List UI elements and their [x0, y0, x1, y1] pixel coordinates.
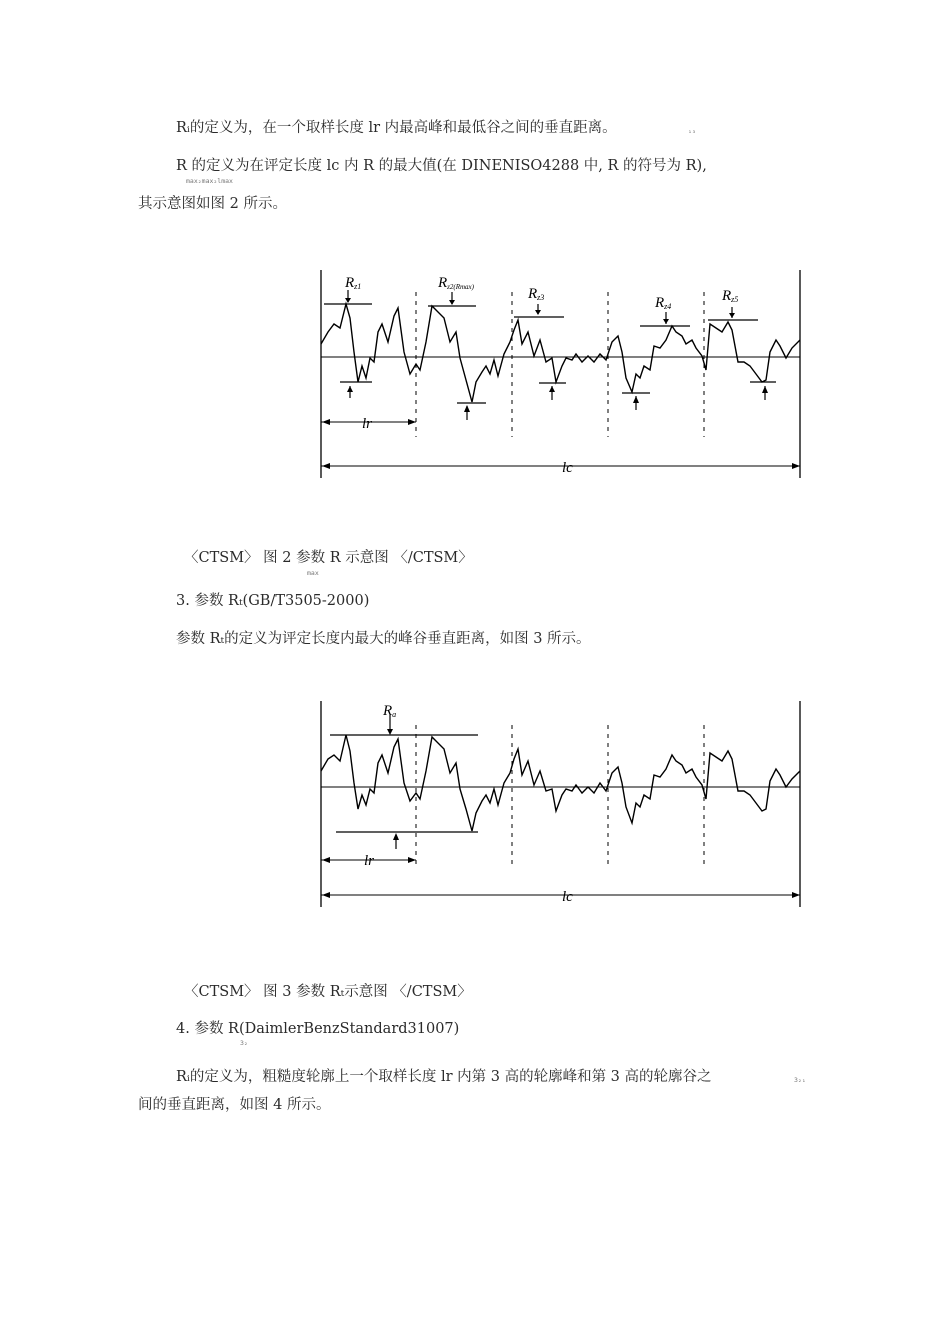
paragraph-r3z-definition: Rᵢ的定义为，粗糙度轮廓上一个取样长度 lr 内第 3 高的轮廓峰和第 3 高的轮廓谷之 — [176, 1069, 712, 1085]
figure-3-rt-diagram — [300, 695, 810, 913]
lc-label: lc — [562, 460, 573, 476]
section-3-heading: 3. 参数 Rₜ(GB/T3505-2000) — [176, 593, 370, 609]
rt-label: Ra — [383, 703, 397, 719]
rmax-subscripts: max₂max₂lmax — [186, 177, 233, 185]
paragraph-rt-parameter: 参数 Rₜ的定义为评定长度内最大的峰谷垂直距离，如图 3 所示。 — [176, 631, 591, 647]
paragraph-rmax-continued: 其示意图如图 2 所示。 — [138, 196, 287, 212]
rz1-label: Rz1 — [345, 275, 362, 291]
caption-subscript: max — [307, 569, 319, 577]
peak-labels — [344, 275, 738, 476]
arrow-heads — [322, 729, 800, 898]
rz3-label: Rz3 — [528, 286, 545, 302]
rz2-label: Rz2(Rmax) — [438, 275, 474, 291]
figure-2-caption: 〈CTSM〉 图 2 参数 R 示意图 〈/CTSM〉 — [184, 550, 473, 566]
figure-3-caption: 〈CTSM〉 图 3 参数 Rₜ示意图 〈/CTSM〉 — [184, 984, 472, 1000]
heading-subscript: 3₂ — [240, 1039, 248, 1047]
paragraph-rt-definition: Rᵢ的定义为，在一个取样长度 lr 内最高峰和最低谷之间的垂直距离。 — [176, 120, 617, 136]
rz5-label: Rz5 — [722, 288, 739, 304]
paragraph-rmax-definition: R 的定义为在评定长度 lc 内 R 的最大值(在 DINENISO4288 中, R 的符号为 R), — [176, 158, 707, 174]
rz4-label: Rz4 — [655, 295, 672, 311]
lr-label: lr — [364, 853, 375, 869]
peak-markers — [324, 290, 776, 420]
roughness-profile — [321, 735, 800, 831]
paragraph-r3z-continued: 间的垂直距离，如图 4 所示。 — [138, 1097, 331, 1113]
lr-label: lr — [362, 416, 373, 432]
footnote-mark: 3₂₁ — [794, 1076, 806, 1084]
lc-label: lc — [562, 889, 573, 905]
roughness-profile — [321, 304, 800, 402]
section-4-heading: 4. 参数 R(DaimlerBenzStandard31007) — [176, 1021, 460, 1037]
footnote-mark: ₁₃ — [688, 127, 696, 135]
figure-2-rmax-diagram — [300, 262, 810, 484]
